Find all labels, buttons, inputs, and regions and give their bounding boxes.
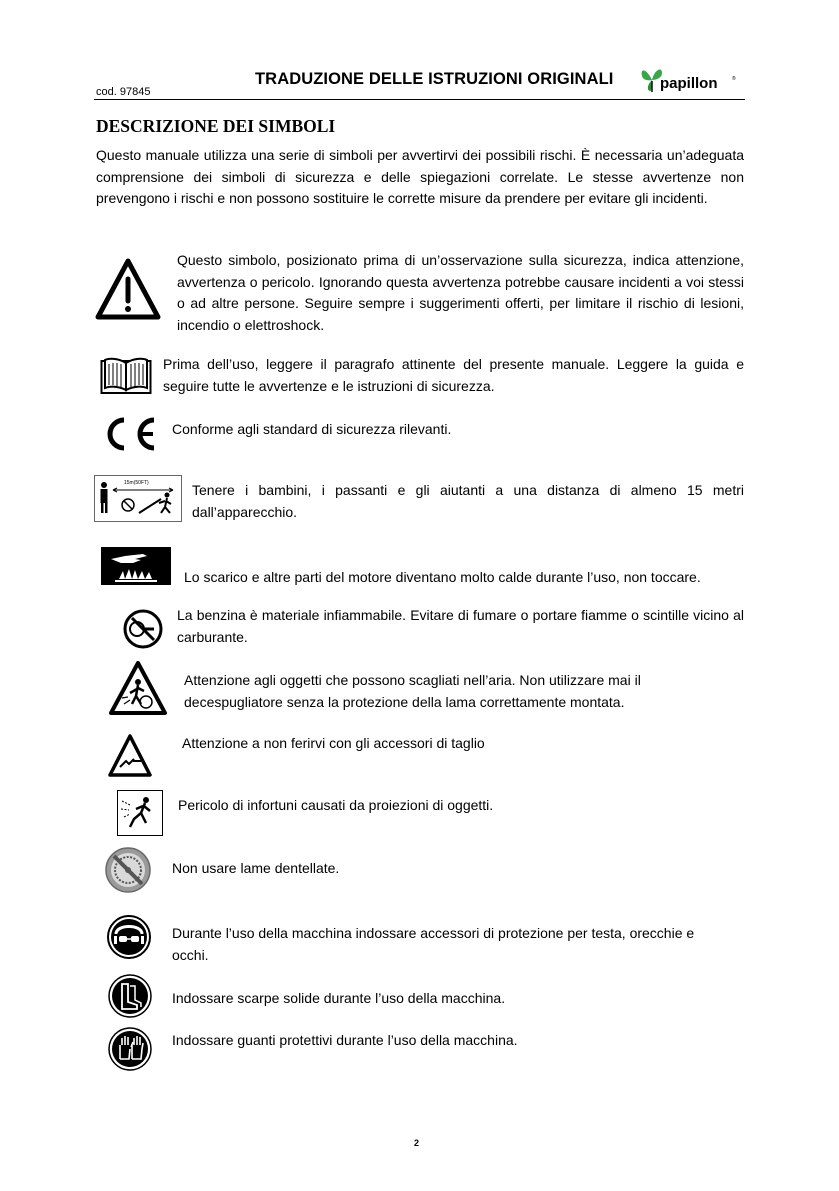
symbol-text-hot: Lo scarico e altre parti del motore diventano molto calde durante l’uso, non toccare. <box>184 569 701 585</box>
symbol-text-boots: Indossare scarpe solide durante l’uso della macchina. <box>172 990 506 1006</box>
section-title: DESCRIZIONE DEI SIMBOLI <box>96 116 336 136</box>
hot-surface-icon <box>101 547 171 585</box>
page-number: 2 <box>414 1138 420 1148</box>
thrown-objects-triangle-icon <box>108 660 168 716</box>
document-title: TRADUZIONE DELLE ISTRUZIONI ORIGINALI <box>255 70 614 88</box>
symbol-text-cutting: Attenzione a non ferirvi con gli accessori di taglio <box>182 735 485 751</box>
symbol-text-thrown: Attenzione agli oggetti che possono scagliati nell’aria. Non utilizzare mai il decespugliatore senza la protezione della lama correttamente montata. <box>184 672 641 710</box>
symbol-text-gloves: Indossare guanti protettivi durante l’uso della macchina. <box>172 1032 518 1048</box>
cutting-hazard-icon <box>107 733 153 779</box>
distance-label: 15m(50FT) <box>124 480 149 486</box>
intro-paragraph: Questo manuale utilizza una serie di simboli per avvertirvi dei possibili rischi. È necessaria un’adeguata comprensione dei simboli di sicurezza e delle spiegazioni correlate. Le stesse avvertenze non prevengono i rischi e non possono sostituire le corrette misure da prendere per evitare gli incidenti. <box>96 147 744 206</box>
warning-triangle-icon <box>95 257 161 323</box>
brand-logo <box>640 64 745 98</box>
open-book-icon <box>100 355 152 395</box>
no-toothed-blade-icon <box>104 846 152 894</box>
ce-mark-icon <box>100 414 160 454</box>
symbol-text-projectile: Pericolo di infortuni causati da proiezioni di oggetti. <box>178 797 494 813</box>
symbol-text-fuel: La benzina è materiale infiammabile. Evitare di fumare o portare fiamme o scintille vicino al carburante. <box>177 607 744 645</box>
brand-registered-mark: ® <box>732 76 736 82</box>
symbol-text-distance: Tenere i bambini, i passanti e gli aiutanti a una distanza di almeno 15 metri dall’apparecchio. <box>192 482 744 520</box>
symbol-text-warning: Questo simbolo, posizionato prima di un’osservazione sulla sicurezza, indica attenzione, avvertenza o pericolo. Ignorando questa avvertenza potrebbe causare incidenti a voi stessi o ad altre persone. Seguire sempre i suggerimenti offerti, per limitare il rischio di lesioni, incendio o elettroshock. <box>177 252 744 333</box>
no-smoking-icon <box>123 609 163 649</box>
safety-distance-icon <box>94 475 182 522</box>
brand-name: papillon <box>660 75 718 92</box>
document-code: cod. 97845 <box>96 86 151 98</box>
symbol-text-head: Durante l’uso della macchina indossare accessori di protezione per testa, orecchie e occhi. <box>172 925 695 963</box>
symbol-text-ce: Conforme agli standard di sicurezza rilevanti. <box>172 421 452 437</box>
head-protection-icon <box>106 914 152 960</box>
symbol-text-manual: Prima dell’uso, leggere il paragrafo attinente del presente manuale. Leggere la guida e seguire tutte le avvertenze e le istruzioni di sicurezza. <box>163 356 744 394</box>
header-divider <box>94 99 745 100</box>
safety-boots-icon <box>108 974 152 1018</box>
symbol-text-blade: Non usare lame dentellate. <box>172 860 340 876</box>
safety-gloves-icon <box>108 1027 152 1071</box>
projectile-hazard-icon <box>117 790 163 836</box>
